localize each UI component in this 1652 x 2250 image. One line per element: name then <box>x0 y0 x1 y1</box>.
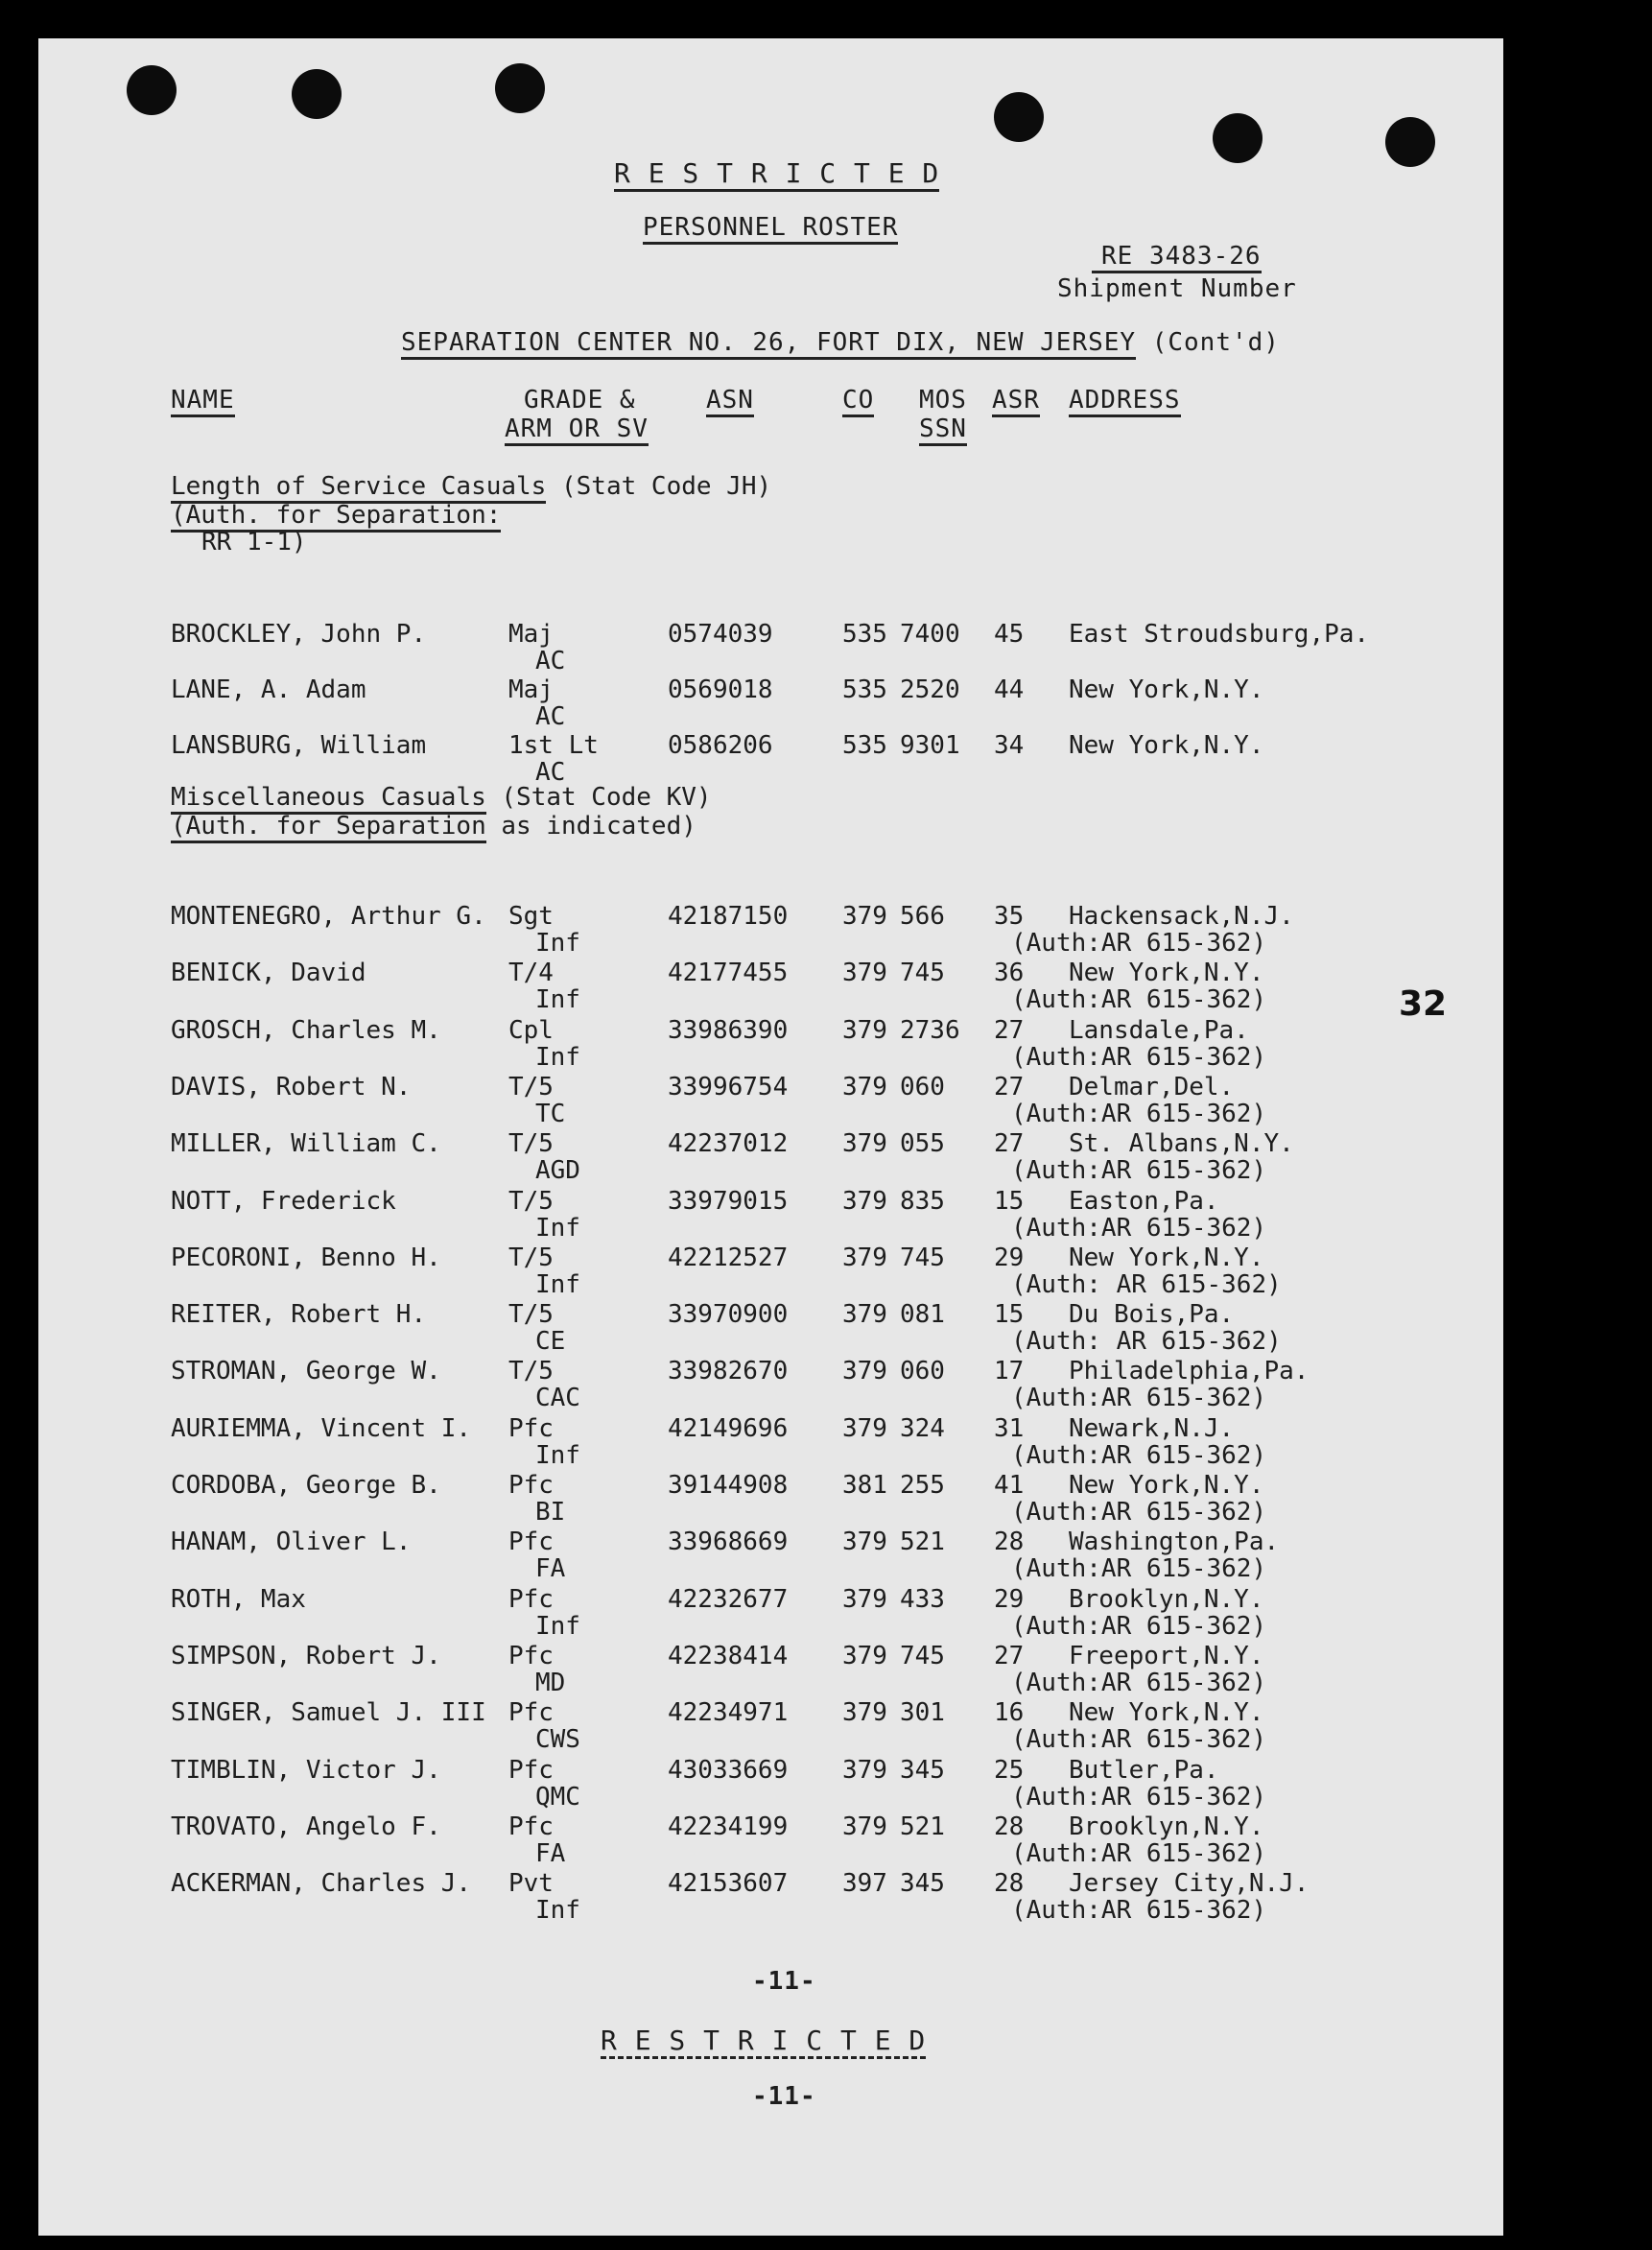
cell-name: GROSCH, Charles M. <box>171 1015 441 1045</box>
cell-mos: 345 <box>900 1869 945 1899</box>
roster-title: PERSONNEL ROSTER <box>643 213 898 245</box>
punch-hole <box>1385 117 1435 167</box>
cell-co: 379 <box>842 1641 887 1670</box>
cell-name: MILLER, William C. <box>171 1129 441 1159</box>
cell-arm: AGD <box>535 1156 580 1186</box>
cell-grade: Pfc <box>508 1698 554 1728</box>
col-asn: ASN <box>706 386 754 417</box>
cell-grade: T/5 <box>508 1072 554 1101</box>
cell-asn: 33986390 <box>668 1015 789 1045</box>
cell-co: 379 <box>842 1413 887 1443</box>
col-mos: MOS <box>919 386 967 414</box>
punch-hole <box>495 63 545 113</box>
cell-co: 535 <box>842 675 887 704</box>
cell-address: Delmar,Del. <box>1069 1072 1235 1101</box>
shipment-label: Shipment Number <box>1057 274 1297 303</box>
cell-address: Hackensack,N.J. <box>1069 902 1294 931</box>
cell-arm: Inf <box>535 929 580 958</box>
cell-mos: 2520 <box>900 675 960 704</box>
cell-grade: T/4 <box>508 959 554 988</box>
cell-mos: 2736 <box>900 1015 960 1045</box>
cell-asr: 15 <box>994 1300 1025 1330</box>
cell-name: TIMBLIN, Victor J. <box>171 1755 441 1785</box>
cell-auth: (Auth:AR 615-362) <box>1011 929 1267 958</box>
cell-auth: (Auth:AR 615-362) <box>1011 1099 1267 1128</box>
cell-arm: Inf <box>535 1896 580 1926</box>
cell-co: 535 <box>842 620 887 649</box>
cell-asr: 27 <box>994 1129 1025 1159</box>
cell-grade: T/5 <box>508 1243 554 1272</box>
punch-hole <box>994 92 1044 142</box>
cell-name: LANE, A. Adam <box>171 675 366 704</box>
cell-asr: 36 <box>994 959 1025 988</box>
cell-grade: 1st Lt <box>508 731 599 760</box>
col-ssn: SSN <box>919 414 967 446</box>
cell-mos: 060 <box>900 1357 945 1386</box>
cell-mos: 433 <box>900 1584 945 1614</box>
cell-mos: 745 <box>900 959 945 988</box>
cell-name: LANSBURG, William <box>171 731 427 760</box>
cell-name: CORDOBA, George B. <box>171 1471 441 1500</box>
cell-address: New York,N.Y. <box>1069 959 1264 988</box>
cell-asn: 42232677 <box>668 1584 789 1614</box>
cell-name: DAVIS, Robert N. <box>171 1072 412 1101</box>
cell-co: 379 <box>842 1755 887 1785</box>
cell-address: Freeport,N.Y. <box>1069 1641 1264 1670</box>
cell-asr: 45 <box>994 620 1025 649</box>
cell-grade: T/5 <box>508 1357 554 1386</box>
cell-asr: 25 <box>994 1755 1025 1785</box>
cell-address: New York,N.Y. <box>1069 1698 1264 1728</box>
cell-name: NOTT, Frederick <box>171 1186 396 1216</box>
cell-arm: MD <box>535 1668 566 1697</box>
cell-co: 379 <box>842 1243 887 1272</box>
cell-asr: 41 <box>994 1471 1025 1500</box>
cell-asr: 27 <box>994 1015 1025 1045</box>
cell-grade: Maj <box>508 620 554 649</box>
cell-arm: Inf <box>535 1213 580 1243</box>
cell-address: Philadelphia,Pa. <box>1069 1357 1310 1386</box>
cell-grade: Pfc <box>508 1528 554 1557</box>
col-arm: ARM OR SV <box>505 414 649 446</box>
side-number: 32 <box>1399 984 1448 1024</box>
cell-co: 379 <box>842 1812 887 1841</box>
cell-co: 397 <box>842 1869 887 1899</box>
cell-address: New York,N.Y. <box>1069 731 1264 760</box>
cell-arm: Inf <box>535 1611 580 1641</box>
cell-address: Newark,N.J. <box>1069 1413 1235 1443</box>
cell-asr: 17 <box>994 1357 1025 1386</box>
cell-mos: 255 <box>900 1471 945 1500</box>
cell-auth: (Auth:AR 615-362) <box>1011 1554 1267 1584</box>
cell-auth: (Auth: AR 615-362) <box>1011 1269 1282 1299</box>
cell-address: Lansdale,Pa. <box>1069 1015 1249 1045</box>
cell-arm: BI <box>535 1498 566 1527</box>
punch-hole <box>292 69 342 119</box>
center-title: SEPARATION CENTER NO. 26, FORT DIX, NEW JERSEY (Cont'd) <box>401 328 1280 357</box>
section1-title: Length of Service Casuals (Stat Code JH) <box>171 472 771 501</box>
cell-address: New York,N.Y. <box>1069 1243 1264 1272</box>
cell-asn: 33968669 <box>668 1528 789 1557</box>
cell-asn: 0569018 <box>668 675 773 704</box>
cell-address: New York,N.Y. <box>1069 675 1264 704</box>
cell-address: St. Albans,N.Y. <box>1069 1129 1294 1159</box>
cell-asn: 33979015 <box>668 1186 789 1216</box>
cell-asn: 42212527 <box>668 1243 789 1272</box>
cell-arm: QMC <box>535 1782 580 1812</box>
cell-name: ROTH, Max <box>171 1584 306 1614</box>
cell-asn: 0574039 <box>668 620 773 649</box>
cell-arm: Inf <box>535 1042 580 1072</box>
cell-address: Washington,Pa. <box>1069 1528 1280 1557</box>
cell-asn: 42237012 <box>668 1129 789 1159</box>
cell-mos: 324 <box>900 1413 945 1443</box>
cell-auth: (Auth:AR 615-362) <box>1011 1440 1267 1470</box>
cell-asn: 42177455 <box>668 959 789 988</box>
cell-arm: CE <box>535 1327 566 1357</box>
cell-co: 379 <box>842 1528 887 1557</box>
cell-arm: Inf <box>535 985 580 1015</box>
cell-co: 379 <box>842 1186 887 1216</box>
cell-arm: Inf <box>535 1440 580 1470</box>
cell-name: STROMAN, George W. <box>171 1357 441 1386</box>
cell-grade: Pfc <box>508 1413 554 1443</box>
cell-auth: (Auth:AR 615-362) <box>1011 1838 1267 1868</box>
cell-mos: 521 <box>900 1812 945 1841</box>
cell-asn: 43033669 <box>668 1755 789 1785</box>
cell-asn: 42234199 <box>668 1812 789 1841</box>
cell-auth: (Auth:AR 615-362) <box>1011 1725 1267 1755</box>
cell-address: Butler,Pa. <box>1069 1755 1219 1785</box>
punch-hole <box>1213 113 1263 163</box>
col-grade: GRADE & <box>524 386 636 414</box>
cell-asn: 42149696 <box>668 1413 789 1443</box>
cell-co: 379 <box>842 1357 887 1386</box>
cell-address: Brooklyn,N.Y. <box>1069 1812 1264 1841</box>
cell-grade: Maj <box>508 675 554 704</box>
cell-auth: (Auth:AR 615-362) <box>1011 1498 1267 1527</box>
cell-asr: 31 <box>994 1413 1025 1443</box>
cell-asn: 39144908 <box>668 1471 789 1500</box>
page-number-top: -11- <box>752 1967 816 1996</box>
cell-name: MONTENEGRO, Arthur G. <box>171 902 486 931</box>
cell-arm: AC <box>535 647 566 675</box>
cell-asr: 16 <box>994 1698 1025 1728</box>
section1-auth-ref: RR 1-1) <box>201 528 307 557</box>
cell-mos: 9301 <box>900 731 960 760</box>
cell-mos: 060 <box>900 1072 945 1101</box>
cell-asr: 28 <box>994 1812 1025 1841</box>
cell-asr: 29 <box>994 1584 1025 1614</box>
cell-grade: Cpl <box>508 1015 554 1045</box>
cell-grade: Pvt <box>508 1869 554 1899</box>
cell-asn: 42187150 <box>668 902 789 931</box>
cell-co: 379 <box>842 1129 887 1159</box>
cell-mos: 566 <box>900 902 945 931</box>
cell-co: 379 <box>842 1300 887 1330</box>
cell-asr: 29 <box>994 1243 1025 1272</box>
cell-arm: FA <box>535 1554 566 1584</box>
section1-auth: (Auth. for Separation: <box>171 501 501 533</box>
cell-mos: 745 <box>900 1243 945 1272</box>
cell-asn: 33982670 <box>668 1357 789 1386</box>
cell-name: PECORONI, Benno H. <box>171 1243 441 1272</box>
cell-mos: 055 <box>900 1129 945 1159</box>
cell-address: Jersey City,N.J. <box>1069 1869 1310 1899</box>
shipment-number: RE 3483-26 <box>1092 242 1262 273</box>
cell-co: 379 <box>842 902 887 931</box>
cell-grade: Pfc <box>508 1584 554 1614</box>
cell-arm: CWS <box>535 1725 580 1755</box>
cell-name: ACKERMAN, Charles J. <box>171 1869 472 1899</box>
col-asr: ASR <box>992 386 1040 417</box>
cell-arm: Inf <box>535 1269 580 1299</box>
cell-mos: 521 <box>900 1528 945 1557</box>
cell-name: REITER, Robert H. <box>171 1300 427 1330</box>
restricted-header: R E S T R I C T E D <box>614 157 939 192</box>
cell-grade: Pfc <box>508 1471 554 1500</box>
cell-grade: T/5 <box>508 1129 554 1159</box>
col-address: ADDRESS <box>1069 386 1181 417</box>
cell-mos: 345 <box>900 1755 945 1785</box>
cell-co: 535 <box>842 731 887 760</box>
cell-grade: Pfc <box>508 1755 554 1785</box>
cell-auth: (Auth:AR 615-362) <box>1011 1156 1267 1186</box>
col-co: CO <box>842 386 874 417</box>
cell-mos: 301 <box>900 1698 945 1728</box>
cell-name: BENICK, David <box>171 959 366 988</box>
cell-name: SINGER, Samuel J. III <box>171 1698 486 1728</box>
cell-co: 379 <box>842 1015 887 1045</box>
cell-asr: 28 <box>994 1869 1025 1899</box>
cell-address: New York,N.Y. <box>1069 1471 1264 1500</box>
section2-auth: (Auth. for Separation as indicated) <box>171 812 696 841</box>
cell-arm: AC <box>535 758 566 787</box>
cell-auth: (Auth:AR 615-362) <box>1011 1042 1267 1072</box>
cell-asn: 42234971 <box>668 1698 789 1728</box>
cell-grade: Pfc <box>508 1641 554 1670</box>
cell-address: Du Bois,Pa. <box>1069 1300 1235 1330</box>
cell-auth: (Auth:AR 615-362) <box>1011 1782 1267 1812</box>
cell-auth: (Auth:AR 615-362) <box>1011 1384 1267 1413</box>
cell-co: 379 <box>842 1698 887 1728</box>
cell-arm: AC <box>535 702 566 731</box>
page-number-bottom: -11- <box>752 2082 816 2111</box>
cell-asr: 27 <box>994 1072 1025 1101</box>
cell-grade: Pfc <box>508 1812 554 1841</box>
cell-co: 379 <box>842 959 887 988</box>
restricted-footer: R E S T R I C T E D <box>601 2025 926 2059</box>
cell-mos: 835 <box>900 1186 945 1216</box>
punch-hole <box>127 65 177 115</box>
cell-address: Easton,Pa. <box>1069 1186 1219 1216</box>
cell-grade: T/5 <box>508 1186 554 1216</box>
cell-name: SIMPSON, Robert J. <box>171 1641 441 1670</box>
cell-asr: 34 <box>994 731 1025 760</box>
cell-auth: (Auth:AR 615-362) <box>1011 1668 1267 1697</box>
cell-co: 381 <box>842 1471 887 1500</box>
document-page <box>38 38 1503 2236</box>
cell-asr: 15 <box>994 1186 1025 1216</box>
cell-name: HANAM, Oliver L. <box>171 1528 412 1557</box>
cell-auth: (Auth:AR 615-362) <box>1011 1213 1267 1243</box>
cell-auth: (Auth: AR 615-362) <box>1011 1327 1282 1357</box>
cell-asr: 28 <box>994 1528 1025 1557</box>
cell-arm: TC <box>535 1099 566 1128</box>
cell-asn: 42238414 <box>668 1641 789 1670</box>
cell-name: BROCKLEY, John P. <box>171 620 427 649</box>
cell-auth: (Auth:AR 615-362) <box>1011 985 1267 1015</box>
cell-asn: 0586206 <box>668 731 773 760</box>
cell-asr: 35 <box>994 902 1025 931</box>
cell-mos: 7400 <box>900 620 960 649</box>
cell-name: TROVATO, Angelo F. <box>171 1812 441 1841</box>
cell-co: 379 <box>842 1072 887 1101</box>
cell-co: 379 <box>842 1584 887 1614</box>
cell-arm: CAC <box>535 1384 580 1413</box>
cell-asr: 27 <box>994 1641 1025 1670</box>
cell-mos: 081 <box>900 1300 945 1330</box>
cell-asn: 42153607 <box>668 1869 789 1899</box>
cell-grade: T/5 <box>508 1300 554 1330</box>
cell-auth: (Auth:AR 615-362) <box>1011 1611 1267 1641</box>
col-name: NAME <box>171 386 235 417</box>
cell-address: East Stroudsburg,Pa. <box>1069 620 1370 649</box>
cell-grade: Sgt <box>508 902 554 931</box>
cell-address: Brooklyn,N.Y. <box>1069 1584 1264 1614</box>
cell-name: AURIEMMA, Vincent I. <box>171 1413 472 1443</box>
section2-title: Miscellaneous Casuals (Stat Code KV) <box>171 783 712 812</box>
cell-asn: 33996754 <box>668 1072 789 1101</box>
cell-arm: FA <box>535 1838 566 1868</box>
cell-asr: 44 <box>994 675 1025 704</box>
cell-mos: 745 <box>900 1641 945 1670</box>
cell-auth: (Auth:AR 615-362) <box>1011 1896 1267 1926</box>
cell-asn: 33970900 <box>668 1300 789 1330</box>
